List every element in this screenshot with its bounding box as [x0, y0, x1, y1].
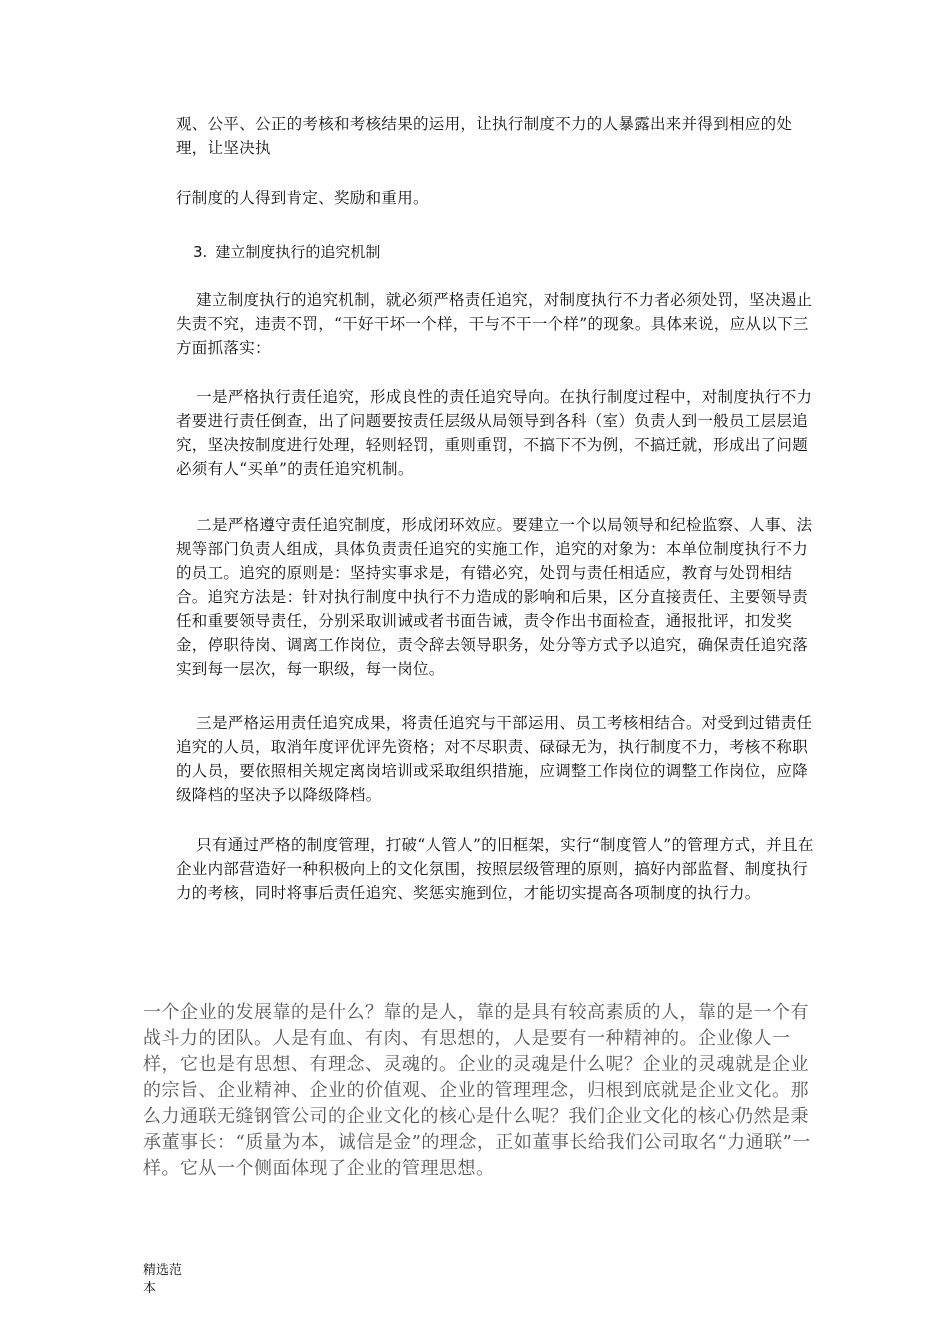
closing-paragraph: 一个企业的发展靠的是什么？靠的是人，靠的是具有较高素质的人，靠的是一个有战斗力的团队。人是有血、有肉、有思想的，人是要有一种精神的。企业像人一样，它也是有思想、有理念、灵魂的。企业的灵魂是什么呢？企业的灵魂就是企业的宗旨、企业精神、企业的价值观、企业的管理理念，归根到底就是企业文化。那么力通联无缝钢管公司的企业文化的核心是什么呢？我们企业文化的核心仍然是秉承董事长：“质量为本，诚信是金”的理念，正如董事长给我们公司取名“力通联”一样。它从一个侧面体现了企业的管理思想。 — [143, 1002, 811, 1179]
paragraph-continued — [176, 112, 814, 160]
paragraph-continued-end — [176, 186, 814, 210]
paragraph-text: 三是严格运用责任追究成果，将责任追究与干部运用、员工考核相结合。对受到过错责任追究的人员，取消年度评优评先资格；对不尽职责、碌碌无为，执行制度不力，考核不称职的人员，要依照相关规定离岗培训或采取组织措施，应调整工作岗位的调整工作岗位，应降级降档的坚决予以降级降档。 — [176, 714, 813, 804]
footer-label: 精选范本 — [143, 1263, 183, 1296]
paragraph-intro — [176, 288, 814, 360]
paragraph-text: 一是严格执行责任追究，形成良性的责任追究导向。在执行制度过程中，对制度执行不力者要进行责任倒查，出了问题要按责任层级从局领导到各科（室）负责人到一般员工层层追究，坚决按制度进行处理，轻则轻罚，重则重罚，不搞下不为例，不搞迁就，形成出了问题必须有人“买单”的责任追究机制。 — [176, 388, 813, 478]
section-heading — [193, 240, 380, 264]
paragraph-text: 行制度的人得到肯定、奖励和重用。 — [176, 189, 429, 207]
paragraph-point-one — [176, 385, 814, 481]
paragraph-text: 建立制度执行的追究机制，就必须严格责任追究，对制度执行不力者必须处罚，坚决遏止失责不究，违责不罚，“干好干坏一个样，干与不干一个样”的现象。具体来说，应从以下三方面抓落实： — [176, 291, 813, 357]
paragraph-point-two — [176, 513, 814, 681]
paragraph-conclusion — [176, 833, 814, 905]
paragraph-text: 只有通过严格的制度管理，打破“人管人”的旧框架，实行“制度管人”的管理方式，并且在企业内部营造好一种积极向上的文化氛围，按照层级管理的原则，搞好内部监督、制度执行力的考核，同时将事后责任追究、奖惩实施到位，才能切实提高各项制度的执行力。 — [176, 836, 814, 902]
section-title: 建立制度执行的追究机制 — [215, 243, 381, 261]
paragraph-text: 二是严格遵守责任追究制度，形成闭环效应。要建立一个以局领导和纪检监察、人事、法规等部门负责人组成，具体负责责任追究的实施工作，追究的对象为：本单位制度执行不力的员工。追究的原则是：坚持实事求是，有错必究，处罚与责任相适应，教育与处罚相结合。追究方法是：针对执行制度中执行不力造成的影响和后果，区分直接责任、主要领导责任和重要领导责任，分别采取训诫或者书面告诫，责令作出书面检查，通报批评，扣发奖金，停职待岗、调离工作岗位，责令辞去领导职务，处分等方式予以追究，确保责任追究落实到每一层次，每一职级，每一岗位。 — [176, 516, 813, 678]
paragraph-point-three — [176, 711, 814, 807]
section-number: 3. — [193, 243, 208, 261]
paragraph-text: 观、公平、公正的考核和考核结果的运用，让执行制度不力的人暴露出来并得到相应的处理，让坚决执 — [176, 115, 793, 157]
